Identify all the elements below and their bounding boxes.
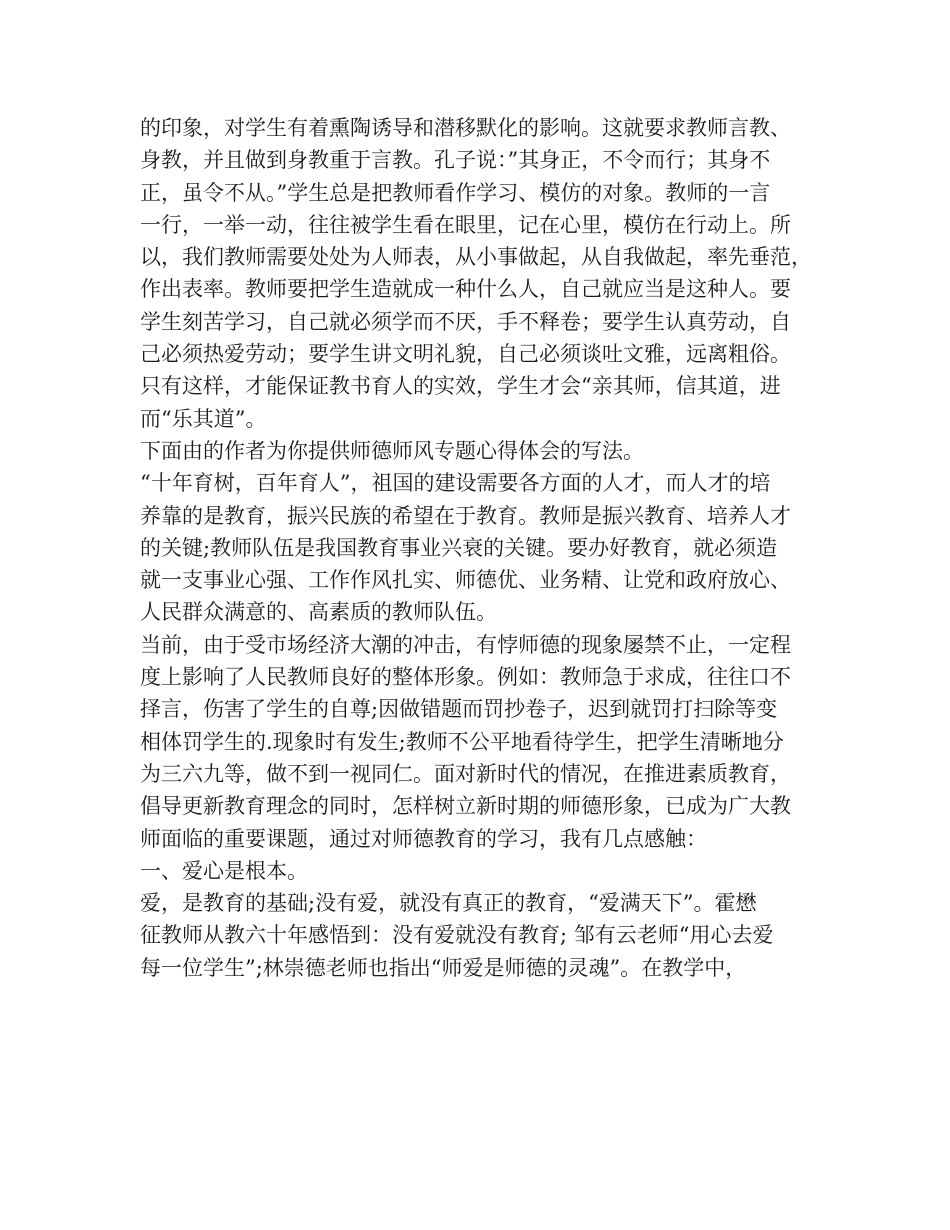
text-line: 作出表率。教师要把学生造就成一种什么人，自己就应当是这种人。要 xyxy=(140,277,791,302)
text-line: 一、爱心是根本。 xyxy=(140,858,308,883)
text-line: 己必须热爱劳动；要学生讲文明礼貌，自己必须谈吐文雅，远离粗俗。 xyxy=(140,342,791,367)
text-line: 征教师从教六十年感悟到：没有爱就没有教育; 邹有云老师“用心去爱 xyxy=(140,923,774,948)
text-line: 师面临的重要课题，通过对师德教育的学习，我有几点感触： xyxy=(140,826,707,851)
text-line: 为三六九等，做不到一视同仁。面对新时代的情况，在推进素质教育， xyxy=(140,761,791,786)
text-line: 就一支事业心强、工作作风扎实、师德优、业务精、让党和政府放心、 xyxy=(140,568,791,593)
text-line: 而“乐其道”。 xyxy=(140,406,267,431)
text-line: “十年育树，百年育人”，祖国的建设需要各方面的人才，而人才的培 xyxy=(140,471,771,496)
document-text-body xyxy=(140,112,820,984)
text-line: 的印象，对学生有着熏陶诱导和潜移默化的影响。这就要求教师言教、 xyxy=(140,116,791,140)
text-line: 只有这样，才能保证教书育人的实效，学生才会“亲其师，信其道，进 xyxy=(140,374,781,399)
text-line: 爱，是教育的基础;没有爱，就没有真正的教育，“爱满天下”。霍懋 xyxy=(140,891,757,916)
text-line: 择言，伤害了学生的自尊;因做错题而罚抄卷子，迟到就罚打扫除等变 xyxy=(140,697,778,722)
text-line: 当前，由于受市场经济大潮的冲击，有悖师德的现象屡禁不止，一定程 xyxy=(140,632,791,657)
text-line: 下面由的作者为你提供师德师风专题心得体会的写法。 xyxy=(140,438,644,463)
text-line: 度上影响了人民教师良好的整体形象。例如：教师急于求成，往往口不 xyxy=(140,665,791,690)
text-line: 一行，一举一动，往往被学生看在眼里，记在心里，模仿在行动上。所 xyxy=(140,212,791,237)
text-line: 身教，并且做到身教重于言教。孔子说：”其身正，不令而行；其身不 xyxy=(140,148,771,173)
text-line: 正，虽令不从。”学生总是把教师看作学习、模仿的对象。教师的一言 xyxy=(140,180,771,205)
text-line: 倡导更新教育理念的同时，怎样树立新时期的师德形象，已成为广大教 xyxy=(140,794,791,819)
text-line: 的关键;教师队伍是我国教育事业兴衰的关键。要办好教育，就必须造 xyxy=(140,535,778,560)
text-line: 以，我们教师需要处处为人师表，从小事做起，从自我做起，率先垂范， xyxy=(140,245,812,270)
text-line: 人民群众满意的、高素质的教师队伍。 xyxy=(140,600,497,625)
text-line: 每一位学生”;林崇德老师也指出“师爱是师德的灵魂”。在教学中， xyxy=(140,955,747,980)
text-line: 相体罚学生的.现象时有发生;教师不公平地看待学生，把学生清晰地分 xyxy=(140,729,784,754)
text-line: 学生刻苦学习，自己就必须学而不厌，手不释卷；要学生认真劳动，自 xyxy=(140,309,791,334)
text-line: 养靠的是教育，振兴民族的希望在于教育。教师是振兴教育、培养人才 xyxy=(140,503,791,528)
